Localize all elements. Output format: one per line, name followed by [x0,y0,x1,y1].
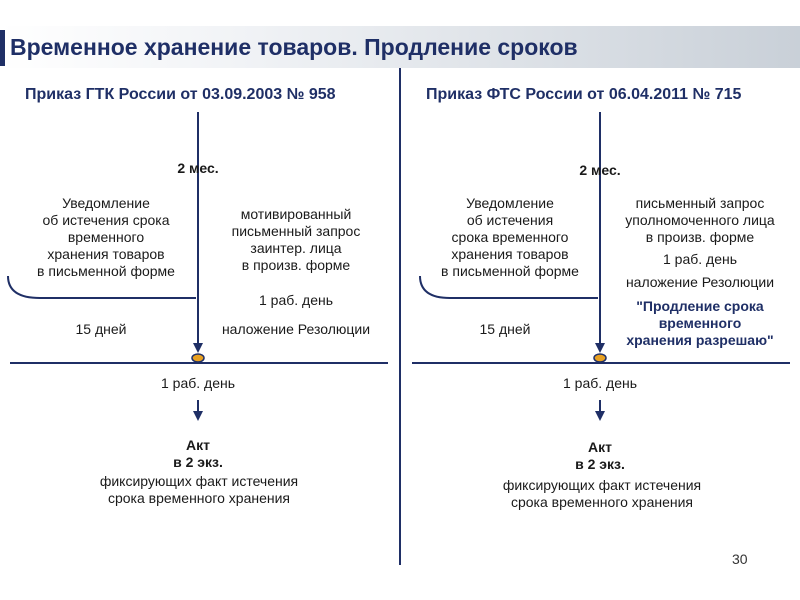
right-marker [594,354,606,362]
right-resolution: наложение Резолюции [625,274,775,290]
right-heading: Приказ ФТС России от 06.04.2011 № 715 [426,86,742,103]
left-resolution: наложение Резолюции [221,321,371,337]
right-notice: Уведомление об истечения срока временного хранения товаров в письменной форме [441,195,579,279]
page-title: Временное хранение товаров. Продление сроков [10,34,578,60]
right-request: письменный запрос уполномоченного лица в произв. форме [625,195,775,245]
right-period: 2 мес. [579,162,621,178]
right-act-title: Акт в 2 экз. [575,439,625,472]
page-number: 30 [732,551,748,567]
left-work-day-bottom: 1 раб. день [160,375,236,391]
right-days15: 15 дней [479,321,531,337]
left-heading: Приказ ГТК России от 03.09.2003 № 958 [25,86,336,103]
right-work-day-bottom: 1 раб. день [562,375,638,391]
left-notice: Уведомление об истечения срока временного хранения товаров в письменной форме [37,195,175,279]
left-days15: 15 дней [75,321,127,337]
left-request: мотивированный письменный запрос заинтер. лица в произв. форме [231,206,361,273]
left-act-title: Акт в 2 экз. [173,437,223,470]
left-marker [192,354,204,362]
right-resolution-quote: "Продление срока временного хранения разрешаю" [626,298,774,348]
right-work-day-top: 1 раб. день [662,251,738,267]
left-work-day-top: 1 раб. день [258,292,334,308]
left-act-desc: фиксирующих факт истечения срока временного хранения [99,473,299,506]
right-act-desc: фиксирующих факт истечения срока временного хранения [502,477,702,510]
left-period: 2 мес. [177,160,219,176]
